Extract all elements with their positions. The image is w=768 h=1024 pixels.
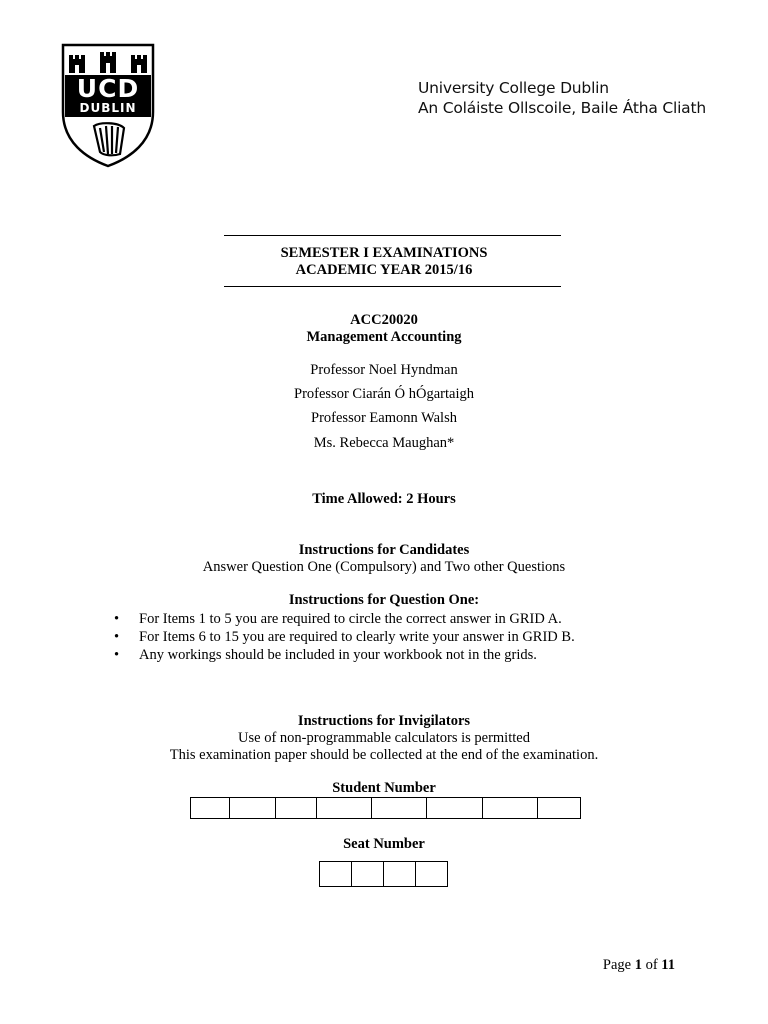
invigilators-heading: Instructions for Invigilators (297, 713, 471, 729)
invigilators-calculators: Use of non-programmable calculators is permitted (238, 730, 530, 746)
time-allowed: Time Allowed: 2 Hours (312, 491, 456, 507)
logo-text-dublin: DUBLIN (79, 101, 137, 115)
student-number-box[interactable] (317, 798, 372, 819)
divider-top (224, 235, 561, 236)
student-number-box[interactable] (538, 798, 581, 819)
list-item: • For Items 1 to 5 you are required to circle the correct answer in GRID A. (114, 611, 562, 627)
module-title: Management Accounting (306, 329, 462, 345)
examiner: Professor Eamonn Walsh (311, 410, 457, 426)
candidates-heading: Instructions for Candidates (298, 542, 470, 558)
student-number-box[interactable] (483, 798, 538, 819)
seat-number-box[interactable] (320, 862, 352, 887)
seat-number-grid (319, 861, 448, 887)
list-item: • Any workings should be included in your workbook not in the grids. (114, 647, 537, 663)
seat-number-box[interactable] (384, 862, 416, 887)
list-item: • For Items 6 to 15 you are required to clearly write your answer in GRID B. (114, 629, 575, 645)
examiner: Professor Ciarán Ó hÓgartaigh (294, 386, 474, 402)
examiner: Ms. Rebecca Maughan* (313, 435, 455, 451)
university-name-irish: An Coláiste Ollscoile, Baile Átha Cliath (418, 99, 706, 117)
student-number-grid (190, 797, 581, 819)
exam-academic-year: ACADEMIC YEAR 2015/16 (295, 262, 473, 278)
student-number-label: Student Number (332, 780, 436, 796)
divider-bottom (224, 286, 561, 287)
candidates-instructions: Answer Question One (Compulsory) and Two other Questions (202, 559, 566, 575)
page-number: Page 1 of 11 (602, 957, 675, 973)
student-number-box[interactable] (191, 798, 230, 819)
bullet-icon: • (114, 647, 120, 663)
question-one-heading: Instructions for Question One: (288, 592, 480, 608)
ucd-crest-icon (60, 42, 156, 168)
module-code: ACC20020 (350, 312, 418, 328)
student-number-box[interactable] (427, 798, 483, 819)
seat-number-box[interactable] (416, 862, 448, 887)
bullet-icon: • (114, 629, 120, 645)
student-number-box[interactable] (230, 798, 276, 819)
bullet-icon: • (114, 611, 120, 627)
exam-semester: SEMESTER I EXAMINATIONS (280, 245, 488, 261)
student-number-box[interactable] (276, 798, 317, 819)
seat-number-label: Seat Number (343, 836, 425, 852)
invigilators-collection: This examination paper should be collected at the end of the examination. (169, 747, 599, 763)
university-name-english: University College Dublin (418, 79, 609, 97)
logo-text-ucd: UCD (76, 74, 140, 103)
seat-number-box[interactable] (352, 862, 384, 887)
question-one-instructions (114, 610, 714, 664)
examiner: Professor Noel Hyndman (310, 362, 458, 378)
student-number-box[interactable] (372, 798, 427, 819)
